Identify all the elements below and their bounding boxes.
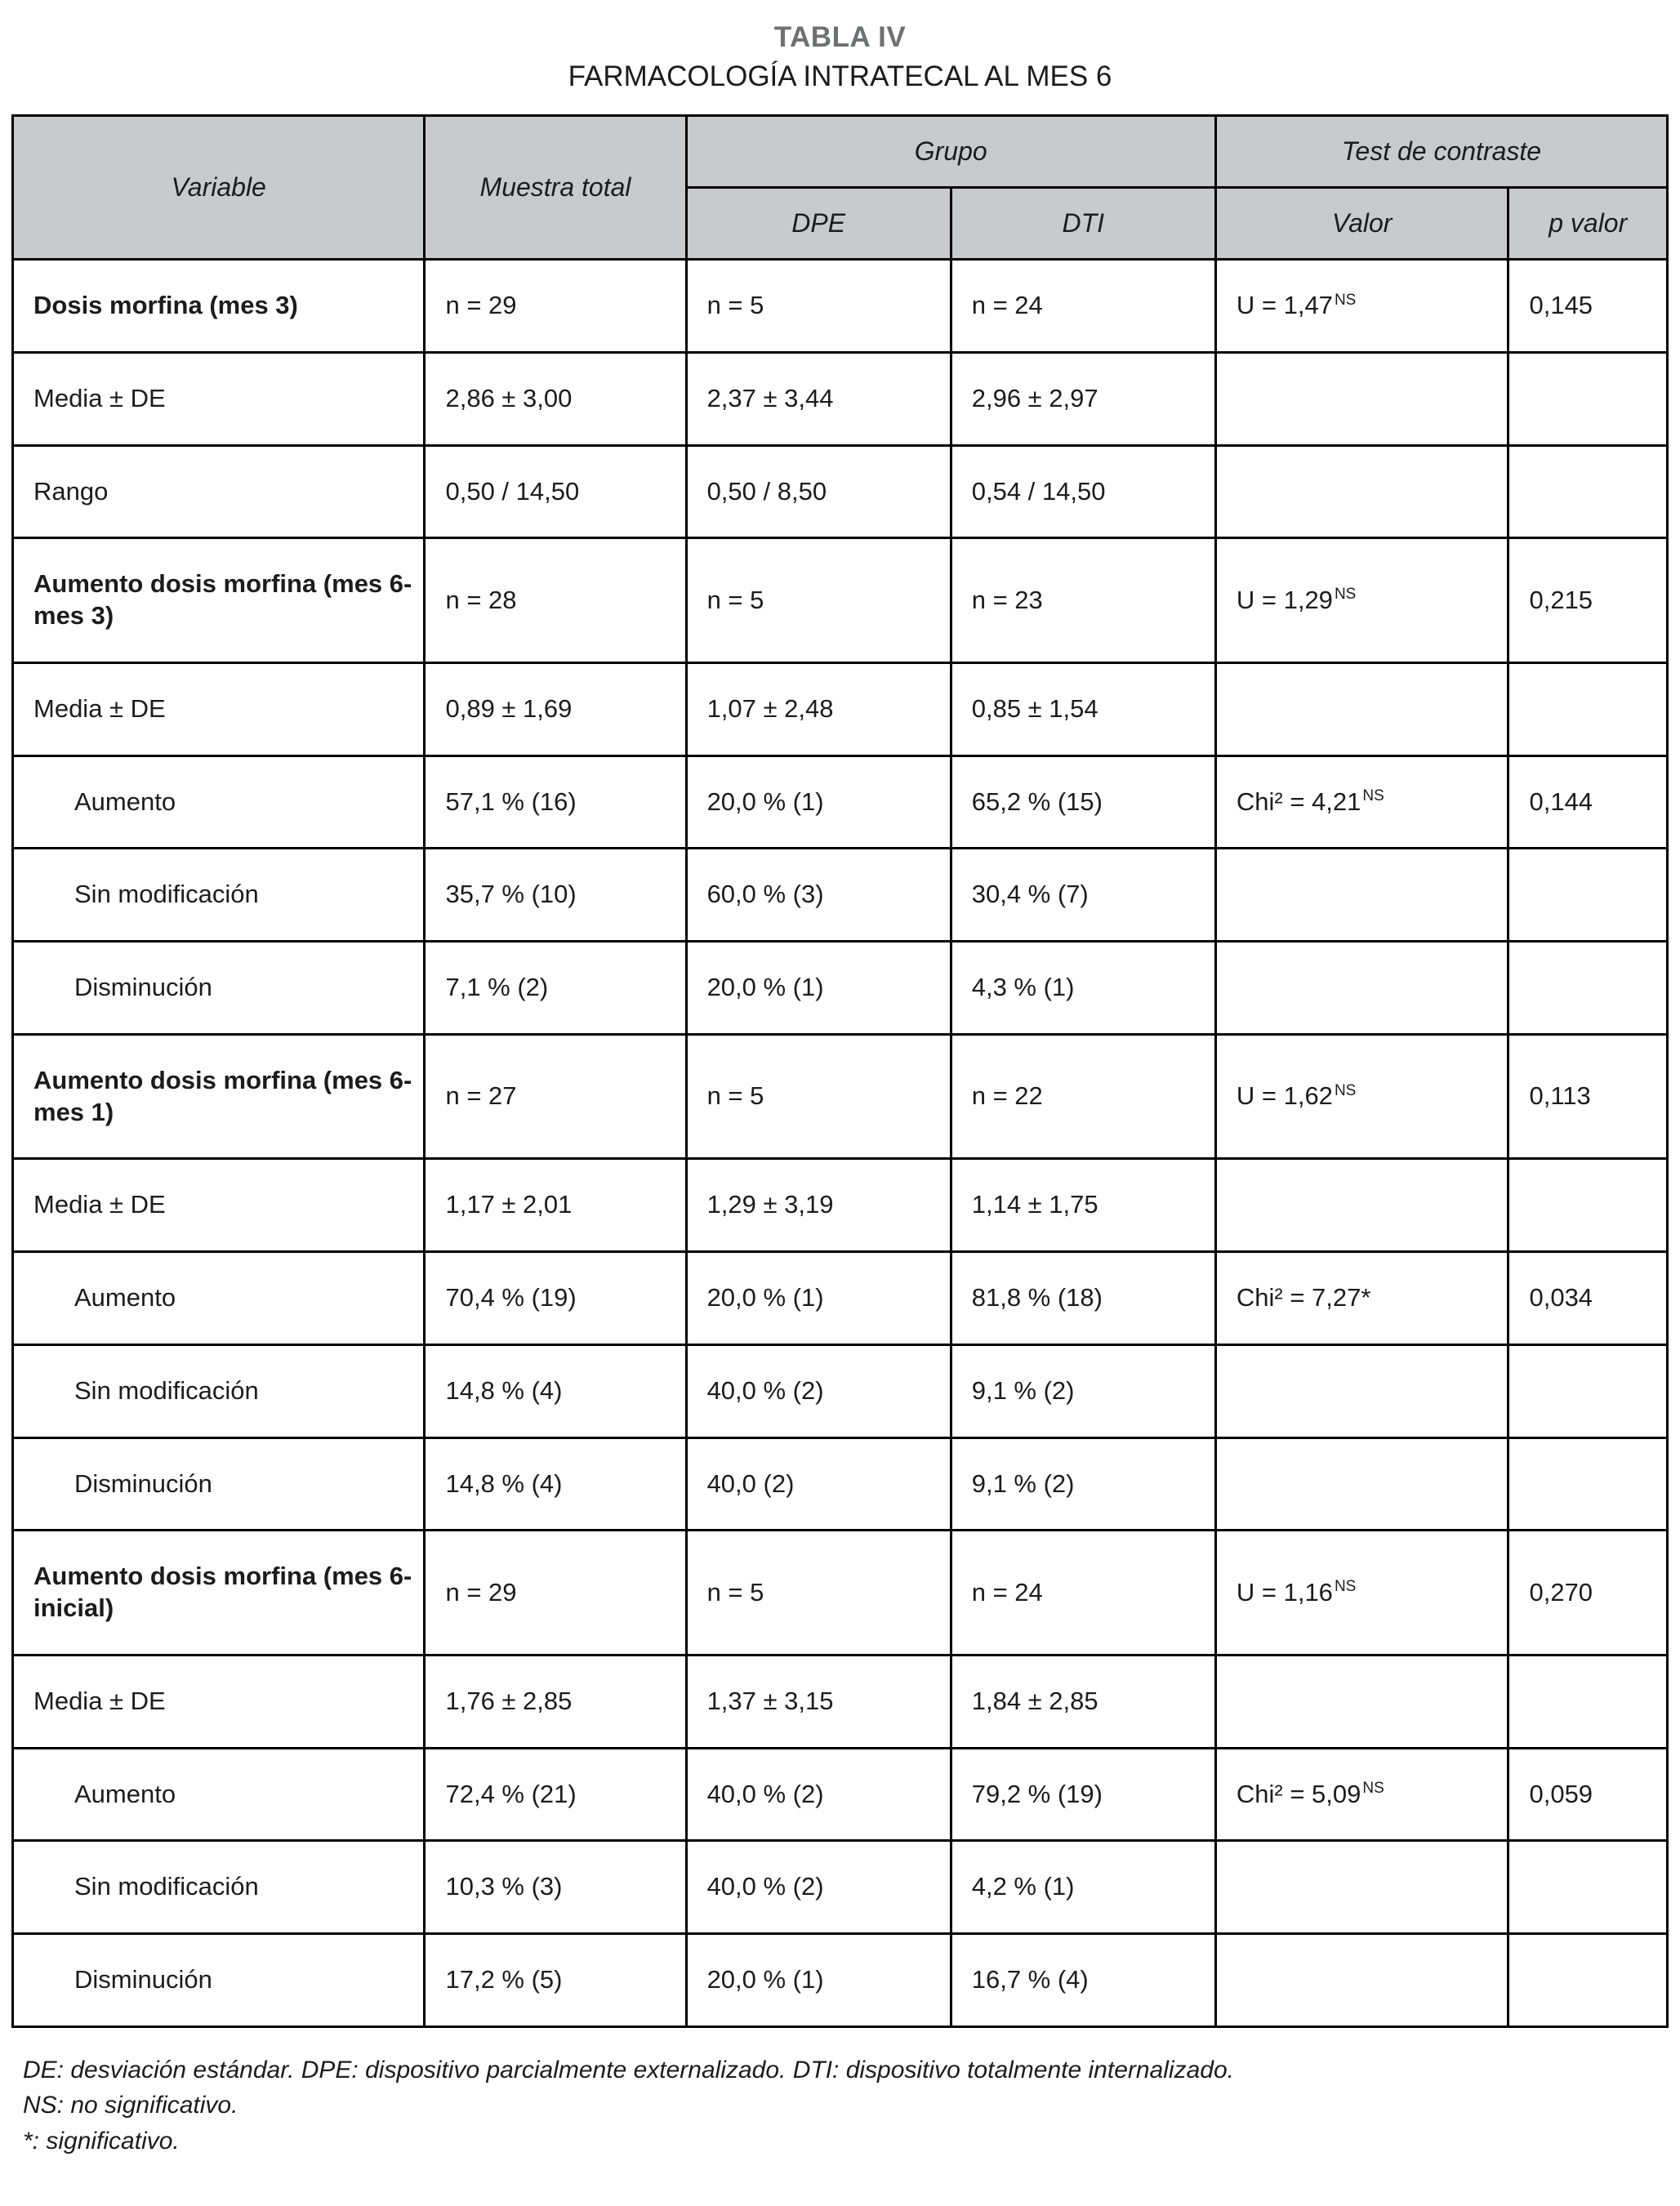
cell-muestra-total: n = 29 bbox=[425, 1531, 686, 1656]
cell-dpe: 2,37 ± 3,44 bbox=[686, 352, 951, 445]
cell-dpe: 0,50 / 8,50 bbox=[686, 445, 951, 538]
cell-p-valor bbox=[1508, 1437, 1668, 1531]
cell-dpe: 40,0 % (2) bbox=[686, 1841, 951, 1934]
title-block bbox=[11, 11, 1669, 114]
cell-muestra-total: 17,2 % (5) bbox=[425, 1934, 686, 2027]
cell-valor bbox=[1215, 1655, 1508, 1748]
table-row bbox=[13, 538, 1668, 663]
valor-text: Chi² = 4,21 bbox=[1236, 787, 1361, 816]
row-label: Sin modificación bbox=[13, 1841, 425, 1934]
cell-dpe: 40,0 % (2) bbox=[686, 1748, 951, 1841]
table-row bbox=[13, 352, 1668, 445]
cell-dpe: 20,0 % (1) bbox=[686, 942, 951, 1035]
cell-valor bbox=[1215, 1841, 1508, 1934]
cell-muestra-total: 72,4 % (21) bbox=[425, 1748, 686, 1841]
row-label: Aumento dosis morfina (mes 6- mes 1) bbox=[13, 1034, 425, 1159]
significance-superscript: NS bbox=[1334, 1081, 1357, 1099]
cell-dti: 16,7 % (4) bbox=[951, 1934, 1215, 2027]
row-label: Aumento bbox=[13, 755, 425, 849]
footnote-abbreviations: DE: desviación estándar. DPE: dispositivo parcialmente externalizado. DTI: dispositivo totalmente internalizado. bbox=[23, 2056, 1234, 2083]
table-row bbox=[13, 260, 1668, 353]
row-label: Aumento dosis morfina (mes 6- mes 3) bbox=[13, 538, 425, 663]
col-header-test-de-contraste: Test de contraste bbox=[1215, 116, 1667, 188]
row-label: Rango bbox=[13, 445, 425, 538]
col-header-variable: Variable bbox=[13, 116, 425, 260]
cell-p-valor bbox=[1508, 1934, 1668, 2027]
cell-valor bbox=[1215, 1437, 1508, 1531]
cell-muestra-total: 14,8 % (4) bbox=[425, 1437, 686, 1531]
table-row bbox=[13, 849, 1668, 942]
table-row bbox=[13, 942, 1668, 1035]
cell-valor bbox=[1215, 1159, 1508, 1252]
col-header-dpe: DPE bbox=[686, 188, 951, 260]
col-header-valor: Valor bbox=[1215, 188, 1508, 260]
col-header-grupo: Grupo bbox=[686, 116, 1215, 188]
cell-valor bbox=[1215, 1344, 1508, 1437]
table-row bbox=[13, 1159, 1668, 1252]
cell-p-valor bbox=[1508, 942, 1668, 1035]
cell-muestra-total: 57,1 % (16) bbox=[425, 755, 686, 849]
valor-text: U = 1,29 bbox=[1236, 585, 1333, 614]
valor-text: U = 1,62 bbox=[1236, 1081, 1333, 1111]
row-label: Media ± DE bbox=[13, 1159, 425, 1252]
table-row bbox=[13, 755, 1668, 849]
valor-text: U = 1,47 bbox=[1236, 291, 1333, 319]
cell-muestra-total: 0,50 / 14,50 bbox=[425, 445, 686, 538]
cell-valor bbox=[1215, 352, 1508, 445]
row-label: Aumento bbox=[13, 1252, 425, 1345]
cell-muestra-total: 0,89 ± 1,69 bbox=[425, 662, 686, 755]
cell-dti: n = 24 bbox=[951, 1531, 1215, 1656]
cell-valor bbox=[1215, 662, 1508, 755]
cell-p-valor: 0,113 bbox=[1508, 1034, 1668, 1159]
table-number-title: TABLA IV bbox=[773, 21, 907, 53]
cell-p-valor bbox=[1508, 1159, 1668, 1252]
cell-muestra-total: 14,8 % (4) bbox=[425, 1344, 686, 1437]
cell-p-valor: 0,144 bbox=[1508, 755, 1668, 849]
significance-superscript: NS bbox=[1334, 1578, 1357, 1596]
row-label: Aumento dosis morfina (mes 6- inicial) bbox=[13, 1531, 425, 1656]
row-label: Aumento bbox=[13, 1748, 425, 1841]
table-header bbox=[13, 116, 1668, 260]
footnote-ns: NS: no significativo. bbox=[23, 2092, 238, 2119]
cell-valor bbox=[1215, 1034, 1508, 1159]
row-label: Sin modificación bbox=[13, 1344, 425, 1437]
footnote-asterisk: *: significativo. bbox=[23, 2127, 180, 2155]
cell-valor bbox=[1215, 942, 1508, 1035]
row-label: Media ± DE bbox=[13, 1655, 425, 1748]
cell-muestra-total: n = 27 bbox=[425, 1034, 686, 1159]
cell-valor bbox=[1215, 849, 1508, 942]
footnotes bbox=[11, 2028, 1669, 2159]
cell-dti: 30,4 % (7) bbox=[951, 849, 1215, 942]
row-label: Disminución bbox=[13, 1934, 425, 2027]
cell-p-valor bbox=[1508, 662, 1668, 755]
cell-p-valor bbox=[1508, 1655, 1668, 1748]
cell-valor bbox=[1215, 538, 1508, 663]
cell-muestra-total: 70,4 % (19) bbox=[425, 1252, 686, 1345]
table-row bbox=[13, 1531, 1668, 1656]
cell-dpe: 1,07 ± 2,48 bbox=[686, 662, 951, 755]
table-body bbox=[13, 260, 1668, 2027]
cell-muestra-total: n = 29 bbox=[425, 260, 686, 353]
cell-valor bbox=[1215, 755, 1508, 849]
pharmacology-table bbox=[11, 114, 1669, 2028]
cell-dpe: 40,0 % (2) bbox=[686, 1344, 951, 1437]
cell-muestra-total: 1,17 ± 2,01 bbox=[425, 1159, 686, 1252]
cell-dpe: 1,37 ± 3,15 bbox=[686, 1655, 951, 1748]
cell-p-valor: 0,215 bbox=[1508, 538, 1668, 663]
cell-dpe: n = 5 bbox=[686, 260, 951, 353]
header-row-1 bbox=[13, 116, 1668, 188]
row-label: Disminución bbox=[13, 942, 425, 1035]
cell-dti: n = 22 bbox=[951, 1034, 1215, 1159]
table-row bbox=[13, 1344, 1668, 1437]
cell-valor bbox=[1215, 1748, 1508, 1841]
cell-dti: 81,8 % (18) bbox=[951, 1252, 1215, 1345]
cell-p-valor bbox=[1508, 1344, 1668, 1437]
cell-muestra-total: 7,1 % (2) bbox=[425, 942, 686, 1035]
cell-p-valor: 0,270 bbox=[1508, 1531, 1668, 1656]
cell-dpe: 40,0 (2) bbox=[686, 1437, 951, 1531]
cell-valor bbox=[1215, 1252, 1508, 1345]
cell-dpe: 20,0 % (1) bbox=[686, 755, 951, 849]
cell-p-valor bbox=[1508, 1841, 1668, 1934]
cell-dti: 4,3 % (1) bbox=[951, 942, 1215, 1035]
cell-dpe: n = 5 bbox=[686, 1531, 951, 1656]
cell-muestra-total: n = 28 bbox=[425, 538, 686, 663]
cell-dpe: 20,0 % (1) bbox=[686, 1252, 951, 1345]
cell-muestra-total: 10,3 % (3) bbox=[425, 1841, 686, 1934]
cell-dti: 0,54 / 14,50 bbox=[951, 445, 1215, 538]
row-label: Media ± DE bbox=[13, 352, 425, 445]
significance-superscript: NS bbox=[1334, 586, 1357, 604]
cell-p-valor: 0,059 bbox=[1508, 1748, 1668, 1841]
cell-dti: 1,14 ± 1,75 bbox=[951, 1159, 1215, 1252]
table-row bbox=[13, 1252, 1668, 1345]
significance-superscript: NS bbox=[1362, 787, 1384, 805]
cell-valor bbox=[1215, 260, 1508, 353]
cell-muestra-total: 1,76 ± 2,85 bbox=[425, 1655, 686, 1748]
table-row bbox=[13, 1748, 1668, 1841]
cell-valor bbox=[1215, 1531, 1508, 1656]
cell-dpe: n = 5 bbox=[686, 538, 951, 663]
valor-text: U = 1,16 bbox=[1236, 1577, 1333, 1607]
row-label: Sin modificación bbox=[13, 849, 425, 942]
significance-superscript: NS bbox=[1362, 1780, 1384, 1798]
table-row bbox=[13, 445, 1668, 538]
table-subtitle: FARMACOLOGÍA INTRATECAL AL MES 6 bbox=[568, 60, 1112, 92]
cell-valor bbox=[1215, 1934, 1508, 2027]
cell-dti: 9,1 % (2) bbox=[951, 1344, 1215, 1437]
valor-text: Chi² = 7,27* bbox=[1236, 1283, 1371, 1312]
table-row bbox=[13, 1437, 1668, 1531]
cell-dti: n = 24 bbox=[951, 260, 1215, 353]
table-row bbox=[13, 1934, 1668, 2027]
table-row bbox=[13, 662, 1668, 755]
cell-valor bbox=[1215, 445, 1508, 538]
cell-dpe: 1,29 ± 3,19 bbox=[686, 1159, 951, 1252]
cell-muestra-total: 2,86 ± 3,00 bbox=[425, 352, 686, 445]
cell-dti: 79,2 % (19) bbox=[951, 1748, 1215, 1841]
cell-dpe: 60,0 % (3) bbox=[686, 849, 951, 942]
cell-p-valor bbox=[1508, 849, 1668, 942]
row-label: Media ± DE bbox=[13, 662, 425, 755]
cell-dti: 2,96 ± 2,97 bbox=[951, 352, 1215, 445]
cell-muestra-total: 35,7 % (10) bbox=[425, 849, 686, 942]
cell-dti: 1,84 ± 2,85 bbox=[951, 1655, 1215, 1748]
col-header-dti: DTI bbox=[951, 188, 1215, 260]
cell-p-valor bbox=[1508, 445, 1668, 538]
col-header-muestra-total: Muestra total bbox=[425, 116, 686, 260]
cell-dpe: n = 5 bbox=[686, 1034, 951, 1159]
cell-dti: 65,2 % (15) bbox=[951, 755, 1215, 849]
table-row bbox=[13, 1655, 1668, 1748]
valor-text: Chi² = 5,09 bbox=[1236, 1779, 1361, 1808]
cell-dpe: 20,0 % (1) bbox=[686, 1934, 951, 2027]
table-row bbox=[13, 1841, 1668, 1934]
cell-p-valor bbox=[1508, 352, 1668, 445]
cell-p-valor: 0,034 bbox=[1508, 1252, 1668, 1345]
cell-p-valor: 0,145 bbox=[1508, 260, 1668, 353]
cell-dti: 0,85 ± 1,54 bbox=[951, 662, 1215, 755]
row-label: Dosis morfina (mes 3) bbox=[13, 260, 425, 353]
table-row bbox=[13, 1034, 1668, 1159]
cell-dti: 4,2 % (1) bbox=[951, 1841, 1215, 1934]
col-header-p-valor: p valor bbox=[1508, 188, 1668, 260]
significance-superscript: NS bbox=[1334, 291, 1357, 309]
cell-dti: n = 23 bbox=[951, 538, 1215, 663]
cell-dti: 9,1 % (2) bbox=[951, 1437, 1215, 1531]
row-label: Disminución bbox=[13, 1437, 425, 1531]
